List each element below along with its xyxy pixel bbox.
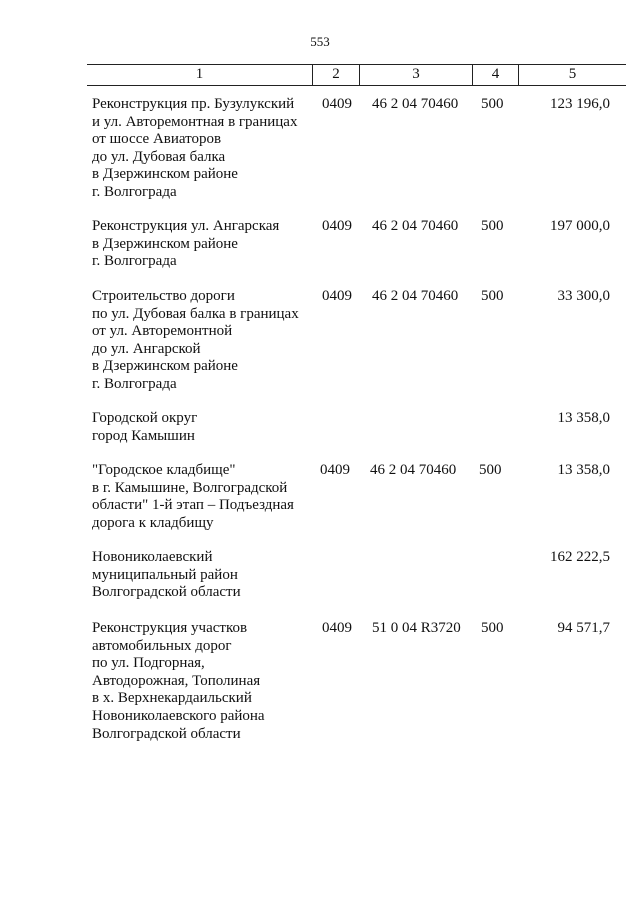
description-line: до ул. Дубовая балка [92, 148, 226, 165]
row-description [92, 218, 314, 271]
row-section-code: 0409 [322, 620, 352, 636]
row-section-code: 0409 [322, 288, 352, 304]
row-description [92, 410, 314, 445]
row-target-code: 46 2 04 70460 [372, 218, 459, 234]
row-type-code: 500 [481, 288, 504, 304]
description-line: области" 1-й этап – Подъездная [92, 497, 294, 514]
description-line: в г. Камышине, Волгоградской [92, 479, 288, 496]
description-line: в Дзержинском районе [92, 358, 238, 375]
description-line: г. Волгограда [92, 253, 177, 270]
description-line: в х. Верхнекардаильский [92, 690, 252, 707]
row-target-code: 51 0 04 R3720 [372, 620, 461, 636]
row-amount: 94 571,7 [557, 620, 610, 636]
description-line: Реконструкция ул. Ангарская [92, 218, 280, 234]
description-line: Волгоградской области [92, 584, 241, 601]
row-target-code: 46 2 04 70460 [370, 462, 457, 478]
description-line: Новониколаевский [92, 549, 213, 565]
description-line: Реконструкция пр. Бузулукский [92, 96, 295, 112]
description-line: г. Волгограда [92, 183, 177, 200]
description-line: по ул. Подгорная, [92, 655, 205, 672]
description-line: от ул. Авторемонтной [92, 323, 233, 340]
description-line: Автодорожная, Тополиная [92, 672, 261, 689]
header-col-4: 4 [472, 65, 518, 85]
row-amount: 13 358,0 [557, 462, 610, 478]
description-line: Новониколаевского района [92, 707, 265, 724]
row-description [92, 549, 314, 602]
description-line: Строительство дороги [92, 288, 235, 304]
page-number: 553 [310, 34, 330, 49]
header-col-1: 1 [195, 66, 204, 82]
description-line: г. Волгограда [92, 375, 177, 392]
row-type-code: 500 [481, 620, 504, 636]
row-type-code: 500 [481, 96, 504, 112]
description-line: "Городское кладбище" [92, 462, 236, 478]
row-type-code: 500 [479, 462, 502, 478]
table-header [87, 64, 626, 86]
row-description [92, 462, 314, 532]
description-line: и ул. Авторемонтная в границах [92, 113, 298, 130]
description-line: до ул. Ангарской [92, 340, 201, 357]
description-line: от шоссе Авиаторов [92, 131, 222, 148]
row-target-code: 46 2 04 70460 [372, 288, 459, 304]
row-description [92, 620, 314, 743]
description-line: в Дзержинском районе [92, 235, 238, 252]
row-amount: 13 358,0 [557, 410, 610, 426]
row-type-code: 500 [481, 218, 504, 234]
description-line: Реконструкция участков [92, 620, 248, 636]
row-amount: 33 300,0 [557, 288, 610, 304]
description-line: по ул. Дубовая балка в границах [92, 305, 299, 322]
row-description [92, 288, 314, 394]
row-section-code: 0409 [320, 462, 350, 478]
description-line: Городской округ [92, 410, 198, 426]
header-col-5: 5 [518, 65, 626, 85]
row-target-code: 46 2 04 70460 [372, 96, 459, 112]
row-amount: 162 222,5 [550, 549, 610, 565]
row-description [92, 96, 314, 202]
row-amount: 123 196,0 [550, 96, 610, 112]
header-col-3: 3 [359, 65, 472, 85]
description-line: дорога к кладбищу [92, 514, 214, 531]
row-section-code: 0409 [322, 96, 352, 112]
description-line: Волгоградской области [92, 725, 241, 742]
description-line: автомобильных дорог [92, 637, 232, 654]
header-col-2: 2 [312, 65, 359, 85]
description-line: город Камышин [92, 427, 195, 444]
description-line: муниципальный район [92, 566, 238, 583]
description-line: в Дзержинском районе [92, 166, 238, 183]
row-section-code: 0409 [322, 218, 352, 234]
row-amount: 197 000,0 [550, 218, 610, 234]
